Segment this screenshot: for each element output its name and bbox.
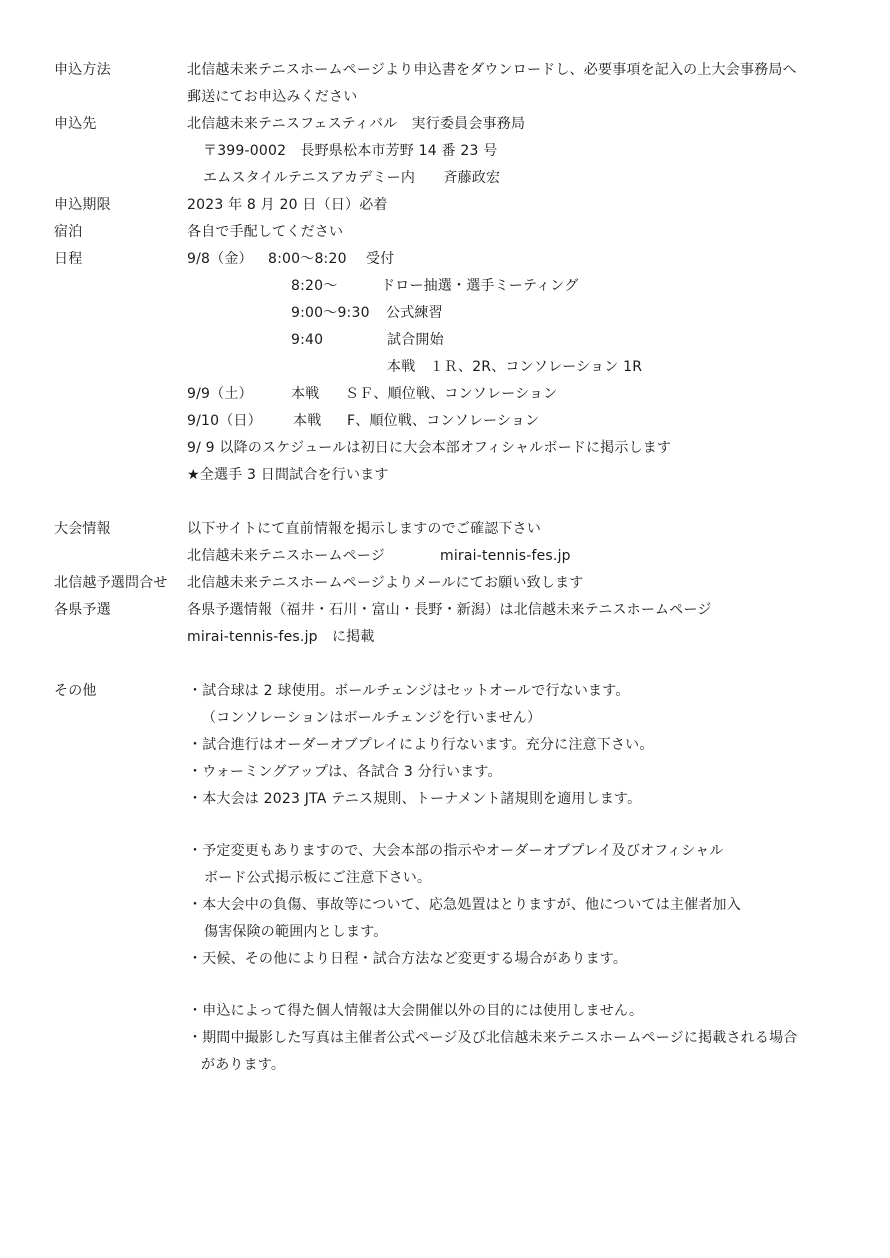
other-item: ・ウォーミングアップは、各試合 3 分行います。	[188, 764, 502, 780]
schedule-day2-date: 9/9（土）	[187, 386, 253, 402]
prefecture-qualifiers-label: 各県予選	[54, 602, 111, 618]
deadline-value: 2023 年 8 月 20 日（日）必着	[187, 197, 388, 213]
other-label: その他	[54, 683, 97, 699]
schedule-time: 9:00～9:30	[291, 305, 370, 321]
qualifier-inquiry-label: 北信越予選問合せ	[54, 575, 168, 591]
application-address-label: 申込先	[54, 116, 97, 132]
other-item: 傷害保険の範囲内とします。	[204, 924, 388, 940]
schedule-desc: 公式練習	[386, 305, 443, 321]
schedule-day3-desc: F、順位戦、コンソレーション	[347, 413, 540, 429]
other-item: ・予定変更もありますので、大会本部の指示やオーダーオブプレイ及びオフィシャル	[188, 843, 724, 859]
tournament-info-line: 以下サイトにて直前情報を掲示しますのでご確認下さい	[187, 521, 542, 537]
schedule-desc: 試合開始	[387, 332, 444, 348]
other-item: ・天候、その他により日程・試合方法など変更する場合があります。	[188, 951, 628, 967]
other-item: ・期間中撮影した写真は主催者公式ページ及び北信越未来テニスホームページに掲載される場合	[188, 1030, 798, 1046]
other-item: ・本大会中の負傷、事故等について、応急処置はとりますが、他については主催者加入	[188, 897, 741, 913]
prefecture-qualifiers-line: 各県予選情報（福井・石川・富山・長野・新潟）は北信越未来テニスホームページ	[187, 602, 712, 618]
other-item: ・本大会は 2023 JTA テニス規則、トーナメント諸規則を適用します。	[188, 791, 642, 807]
deadline-label: 申込期限	[54, 197, 111, 213]
application-address-line: 北信越未来テニスフェスティバル 実行委員会事務局	[187, 116, 526, 132]
schedule-time: 8:20～	[291, 278, 338, 294]
schedule-desc: 本戦 １Ｒ、2R、コンソレーション 1R	[387, 359, 643, 375]
application-address-line: 〒399-0002 長野県松本市芳野 14 番 23 号	[203, 143, 498, 159]
lodging-value: 各自で手配してください	[187, 224, 344, 240]
qualifier-inquiry-value: 北信越未来テニスホームページよりメールにてお願い致します	[187, 575, 584, 591]
prefecture-qualifiers-line: mirai-tennis-fes.jp に掲載	[187, 629, 375, 645]
application-method-line: 郵送にてお申込みください	[187, 89, 358, 105]
schedule-time: 9:40	[291, 332, 324, 348]
schedule-note: ★全選手 3 日間試合を行います	[187, 467, 389, 483]
schedule-label: 日程	[54, 251, 83, 267]
other-item: （コンソレーションはボールチェンジを行いません）	[202, 710, 542, 726]
schedule-day3-type: 本戦	[293, 413, 322, 429]
other-item: ・申込によって得た個人情報は大会開催以外の目的には使用しません。	[188, 1003, 644, 1019]
schedule-desc: ドロー抽選・選手ミーティング	[381, 278, 579, 294]
other-item: があります。	[201, 1057, 286, 1073]
schedule-day1-date: 9/8（金）	[187, 251, 253, 267]
schedule-day2-type: 本戦	[291, 386, 320, 402]
tournament-site-url: mirai-tennis-fes.jp	[440, 548, 571, 564]
schedule-day2-desc: ＳＦ、順位戦、コンソレーション	[345, 386, 558, 402]
lodging-label: 宿泊	[54, 224, 83, 240]
other-item: ・試合進行はオーダーオブプレイにより行ないます。充分に注意下さい。	[188, 737, 654, 753]
tournament-site-name: 北信越未来テニスホームページ	[187, 548, 385, 564]
other-item: ボード公式掲示板にご注意下さい。	[204, 870, 432, 886]
application-method-label: 申込方法	[54, 62, 111, 78]
schedule-time: 8:00～8:20	[268, 251, 347, 267]
application-method-line: 北信越未来テニスホームページより申込書をダウンロードし、必要事項を記入の上大会事務局へ	[187, 62, 797, 78]
schedule-day3-date: 9/10（日）	[187, 413, 262, 429]
application-address-line: エムスタイルテニスアカデミー内 斉藤政宏	[203, 170, 501, 186]
schedule-note: 9/ 9 以降のスケジュールは初日に大会本部オフィシャルボードに掲示します	[187, 440, 672, 456]
other-item: ・試合球は 2 球使用。ボールチェンジはセットオールで行ないます。	[188, 683, 630, 699]
schedule-desc: 受付	[366, 251, 395, 267]
tournament-info-label: 大会情報	[54, 521, 111, 537]
